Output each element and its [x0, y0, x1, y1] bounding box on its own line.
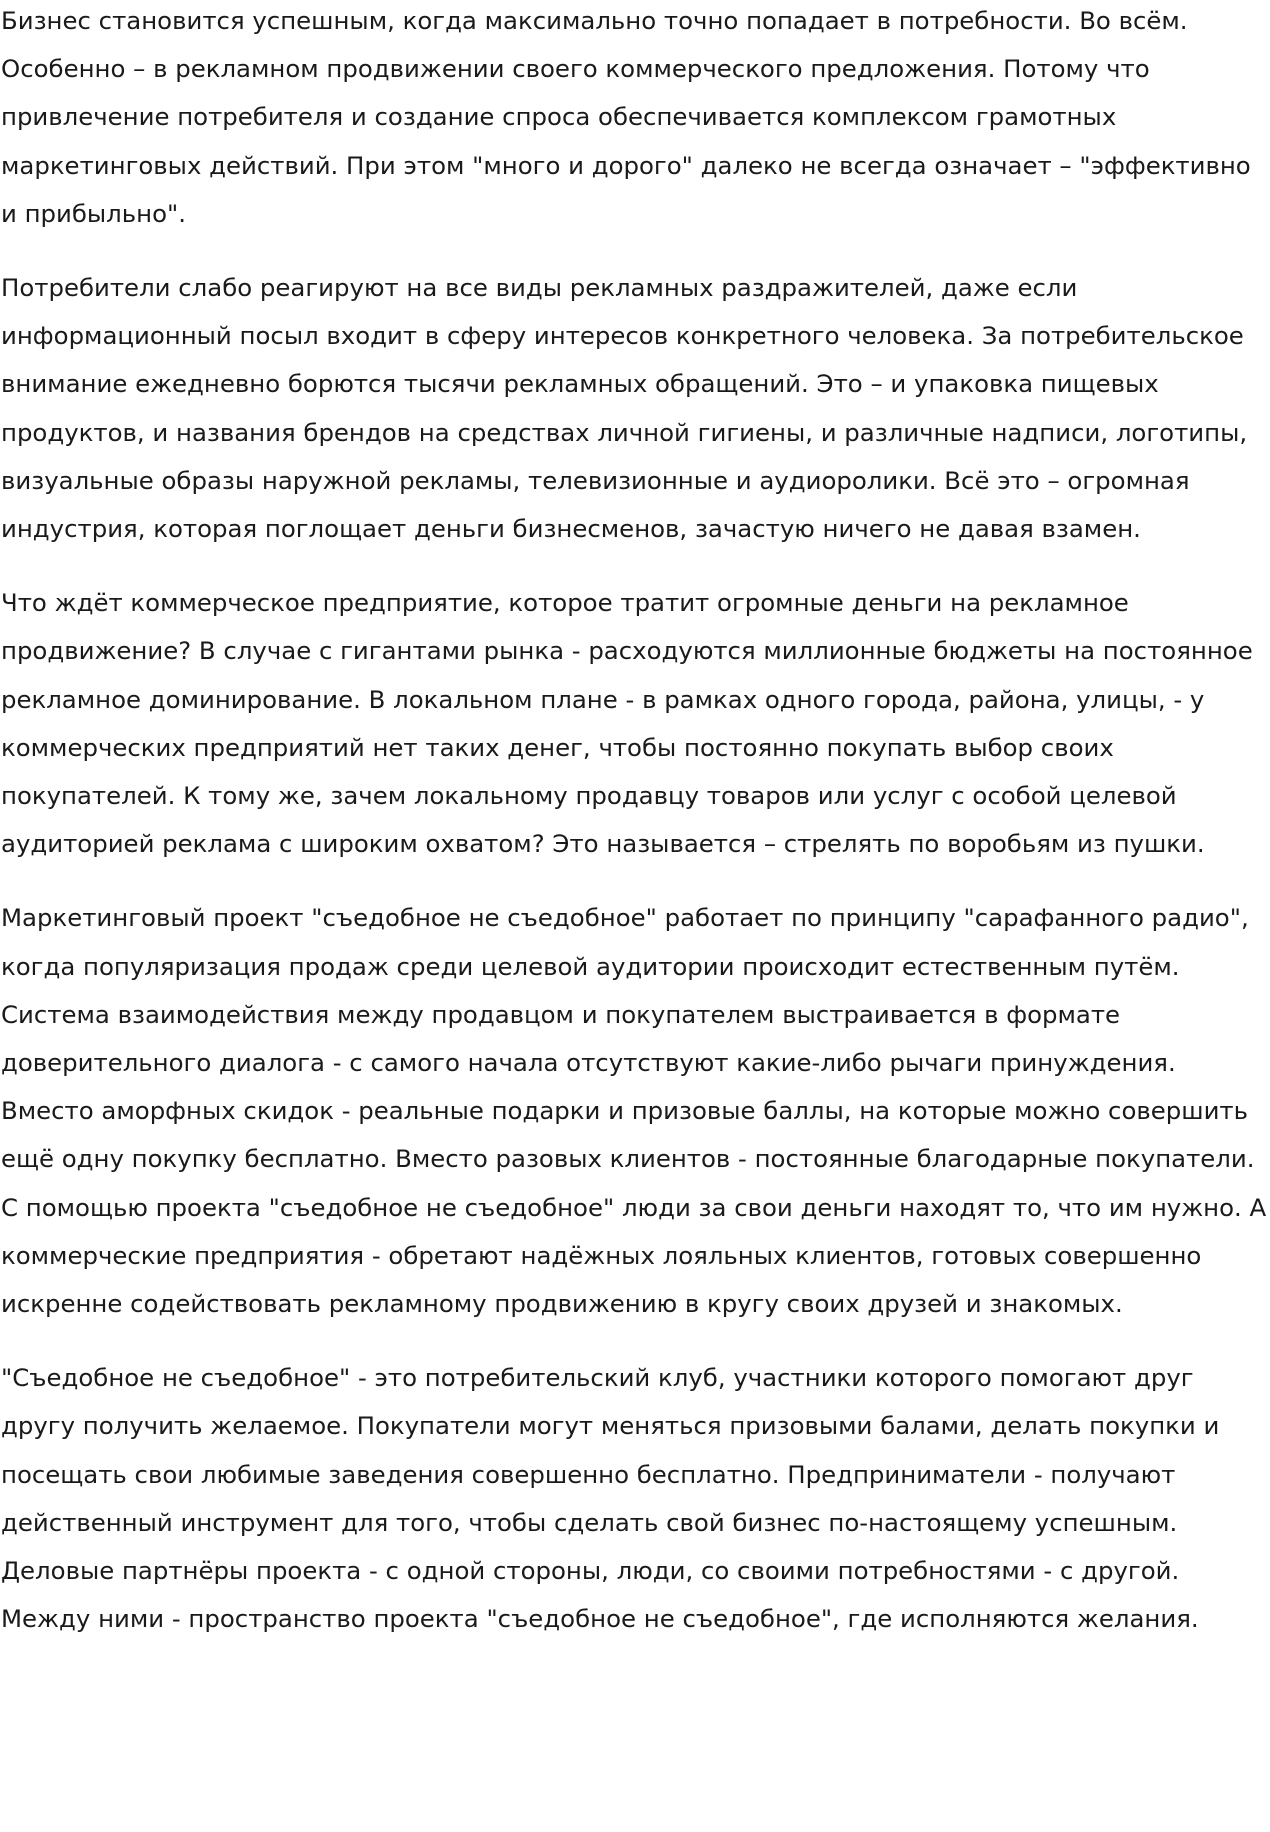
- paragraph: Потребители слабо реагируют на все виды рекламных раздражителей, даже если информационный посыл входит в сферу интересов конкретного человека. За потребительское внимание ежедневно борются тысячи рекламных обращений. Это – и упаковка пищевых продуктов, и названия брендов на средствах личной гигиены, и различные надписи, логотипы, визуальные образы наружной рекламы, телевизионные и аудиоролики. Всё это – огромная индустрия, которая поглощает деньги бизнесменов, зачастую ничего не давая взамен.: [1, 273, 1248, 544]
- paragraph: Бизнес становится успешным, когда максимально точно попадает в потребности. Во всём. Особенно – в рекламном продвижении своего коммерческого предложения. Потому что привлечение потребителя и создание спроса обеспечивается комплексом грамотных маркетинговых действий. При этом "много и дорого" далеко не всегда означает – "эффективно и прибыльно".: [1, 6, 1251, 228]
- paragraph: Маркетинговый проект "съедобное не съедобное" работает по принципу "сарафанного радио", когда популяризация продаж среди целевой аудитории происходит естественным путём. Система взаимодействия между продавцом и покупателем выстраивается в формате доверительного диалога - с самого начала отсутствуют какие-либо рычаги принуждения. Вместо аморфных скидок - реальные подарки и призовые баллы, на которые можно совершить ещё одну покупку бесплатно. Вместо разовых клиентов - постоянные благодарные покупатели. С помощью проекта "съедобное не съедобное" люди за свои деньги находят то, что им нужно. А коммерческие предприятия - обретают надёжных лояльных клиентов, готовых совершенно искренне содействовать рекламному продвижению в кругу своих друзей и знакомых.: [1, 903, 1267, 1319]
- paragraph: "Съедобное не съедобное" - это потребительский клуб, участники которого помогают друг другу получить желаемое. Покупатели могут меняться призовыми балами, делать покупки и посещать свои любимые заведения совершенно бесплатно. Предприниматели - получают действенный инструмент для того, чтобы сделать свой бизнес по-настоящему успешным. Деловые партнёры проекта - с одной стороны, люди, со своими потребностями - с другой. Между ними - пространство проекта "съедобное не съедобное", где исполняются желания.: [1, 1363, 1220, 1634]
- paragraph: Что ждёт коммерческое предприятие, которое тратит огромные деньги на рекламное продвижение? В случае с гигантами рынка - расходуются миллионные бюджеты на постоянное рекламное доминирование. В локальном плане - в рамках одного города, района, улицы, - у коммерческих предприятий нет таких денег, чтобы постоянно покупать выбор своих покупателей. К тому же, зачем локальному продавцу товаров или услуг с особой целевой аудиторией реклама с широким охватом? Это называется – стрелять по воробьям из пушки.: [1, 588, 1253, 859]
